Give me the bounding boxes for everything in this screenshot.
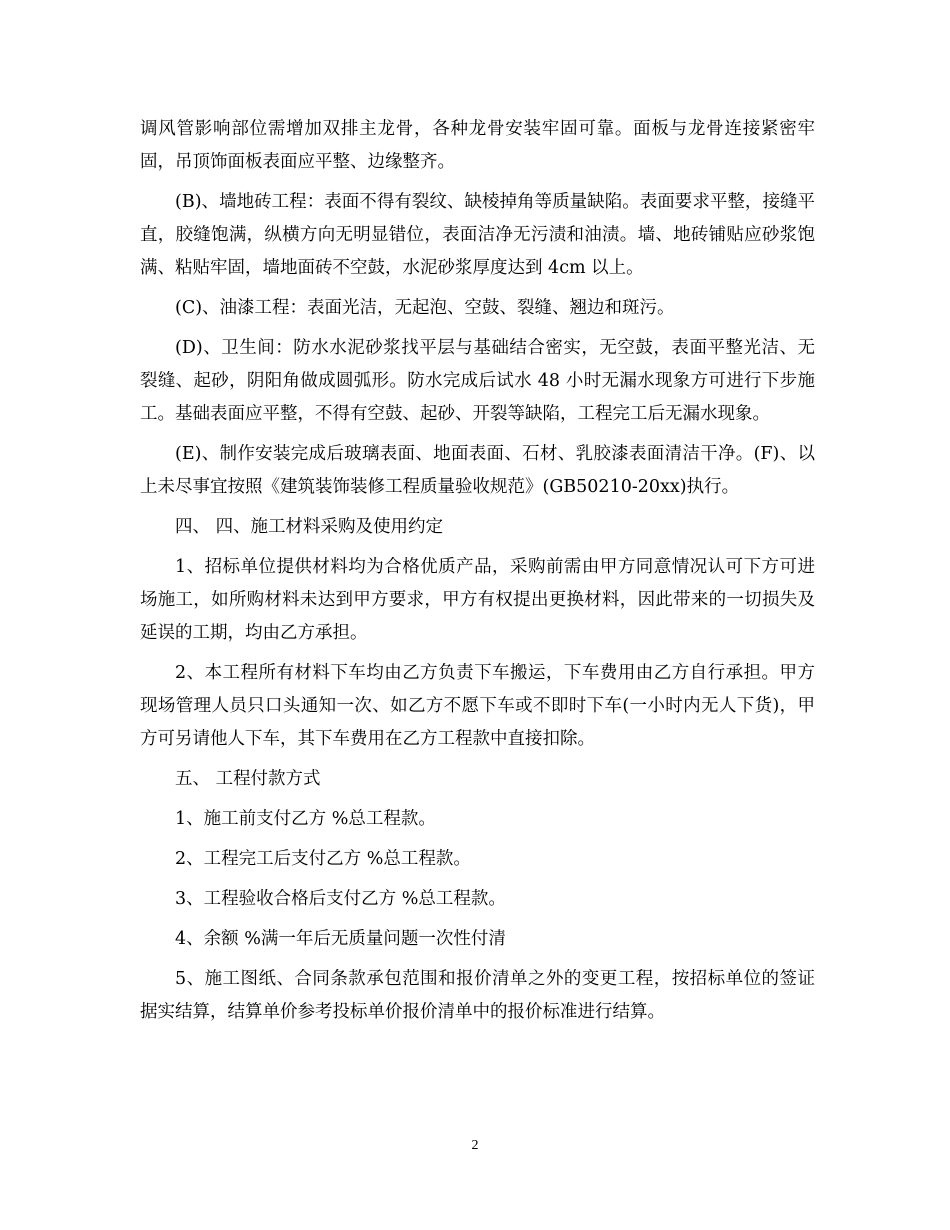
document-body — [140, 113, 815, 1036]
payment-item-5: 5、施工图纸、合同条款承包范围和报价清单之外的变更工程，按招标单位的签证据实结算，结算单价参考投标单价报价清单中的报价标准进行结算。 — [140, 969, 815, 1022]
section-heading-payment: 五、 工程付款方式 — [175, 769, 321, 789]
paragraph-6: 1、招标单位提供材料均为合格优质产品，采购前需由甲方同意情况认可下方可进场施工，如所购材料未达到甲方要求，甲方有权提出更换材料，因此带来的一切损失及延误的工期，均由乙方承担。 — [140, 557, 815, 643]
paragraph-2: (C)、油漆工程：表面光洁，无起泡、空鼓、裂缝、翘边和斑污。 — [175, 298, 675, 318]
paragraph-3: (D)、卫生间：防水水泥砂浆找平层与基础结合密实，无空鼓，表面平整光洁、无裂缝、起砂，阴阳角做成圆弧形。防水完成后试水 48 小时无漏水现象方可进行下步施工。基础表面应平整，不得有空鼓、起砂、开裂等缺陷，工程完工后无漏水现象。 — [140, 338, 815, 424]
payment-item-3: 3、工程验收合格后支付乙方 %总工程款。 — [175, 889, 506, 909]
paragraph-7: 2、本工程所有材料下车均由乙方负责下车搬运，下车费用由乙方自行承担。甲方现场管理人员只口头通知一次、如乙方不愿下车或不即时下车(一小时内无人下货)，甲方可另请他人下车，其下车费用在乙方工程款中直接扣除。 — [140, 663, 815, 749]
page-number: 2 — [471, 1138, 479, 1153]
paragraph-1: (B)、墙地砖工程：表面不得有裂纹、缺棱掉角等质量缺陷。表面要求平整，接缝平直，胶缝饱满，纵横方向无明显错位，表面洁净无污渍和油渍。墙、地砖铺贴应砂浆饱满、粘贴牢固，墙地面砖不空鼓，水泥砂浆厚度达到 4cm 以上。 — [140, 192, 815, 278]
paragraph-4: (E)、制作安装完成后玻璃表面、地面表面、石材、乳胶漆表面清洁干净。(F)、以上未尽事宜按照《建筑装饰装修工程质量验收规范》(GB50210-20xx)执行。 — [140, 444, 815, 497]
payment-item-4: 4、余额 %满一年后无质量问题一次性付清 — [175, 929, 506, 949]
payment-item-1: 1、施工前支付乙方 %总工程款。 — [175, 809, 436, 829]
paragraph-0: 调风管影响部位需增加双排主龙骨，各种龙骨安装牢固可靠。面板与龙骨连接紧密牢固，吊顶饰面板表面应平整、边缘整齐。 — [140, 119, 815, 172]
payment-item-2: 2、工程完工后支付乙方 %总工程款。 — [175, 849, 471, 869]
section-heading-materials: 四、 四、施工材料采购及使用约定 — [175, 517, 444, 537]
